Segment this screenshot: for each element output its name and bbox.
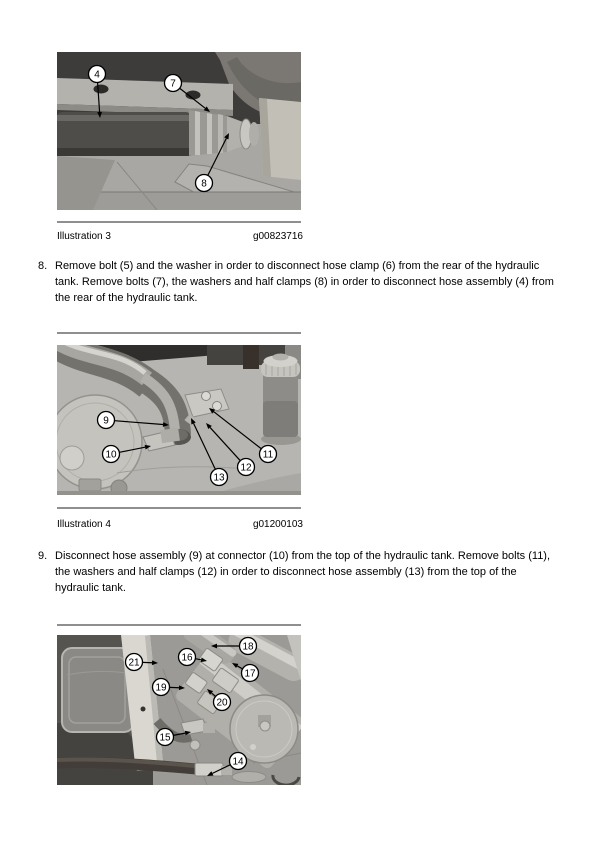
svg-text:17: 17 [244, 668, 256, 680]
divider [57, 624, 301, 626]
step-text: Remove bolt (5) and the washer in order to disconnect hose clamp (6) from the rear of the hydraulic tank. Remove bolts (7), the washers and half clamps (8) in order to disconnect hose assembly (4) from the rear of the hydraulic tank. [55, 260, 554, 304]
illustration-3-photo [57, 52, 301, 210]
svg-text:18: 18 [242, 641, 254, 653]
svg-text:16: 16 [181, 652, 193, 664]
illustration-4-photo [57, 345, 301, 495]
illustration-5-image [57, 635, 301, 785]
step-8 [38, 258, 560, 306]
illustration-g-number: g00823716 [252, 231, 303, 242]
illustration-4-image [57, 345, 301, 495]
svg-text:15: 15 [159, 732, 171, 744]
svg-text:19: 19 [155, 682, 167, 694]
illustration-g-number: g01200103 [252, 519, 303, 530]
divider [57, 221, 301, 223]
svg-text:11: 11 [262, 449, 274, 461]
svg-text:4: 4 [94, 69, 100, 81]
illustration-5-photo [57, 635, 301, 785]
divider [57, 507, 301, 509]
svg-text:9: 9 [103, 415, 109, 427]
illustration-4-caption-row [57, 519, 303, 531]
illustration-3-caption-row [57, 231, 303, 243]
photo-art [57, 345, 301, 495]
illustration-caption: Illustration 4 [57, 519, 111, 530]
divider [57, 332, 301, 334]
step-text: Disconnect hose assembly (9) at connector (10) from the top of the hydraulic tank. Remove bolts (11), the washers and half clamps (12) in order to disconnect hose assembly (13) from the top of the hydraulic tank. [55, 550, 551, 594]
svg-text:12: 12 [240, 462, 252, 474]
svg-text:21: 21 [128, 657, 140, 669]
svg-text:13: 13 [213, 472, 225, 484]
svg-text:10: 10 [105, 449, 117, 461]
svg-text:20: 20 [216, 697, 228, 709]
svg-text:7: 7 [170, 78, 176, 90]
step-9 [38, 548, 560, 596]
svg-text:14: 14 [232, 756, 244, 768]
svg-text:8: 8 [201, 178, 207, 190]
illustration-3-image [57, 52, 301, 210]
step-number: 9. [38, 550, 48, 562]
illustration-caption: Illustration 3 [57, 231, 111, 242]
step-number: 8. [38, 260, 48, 272]
